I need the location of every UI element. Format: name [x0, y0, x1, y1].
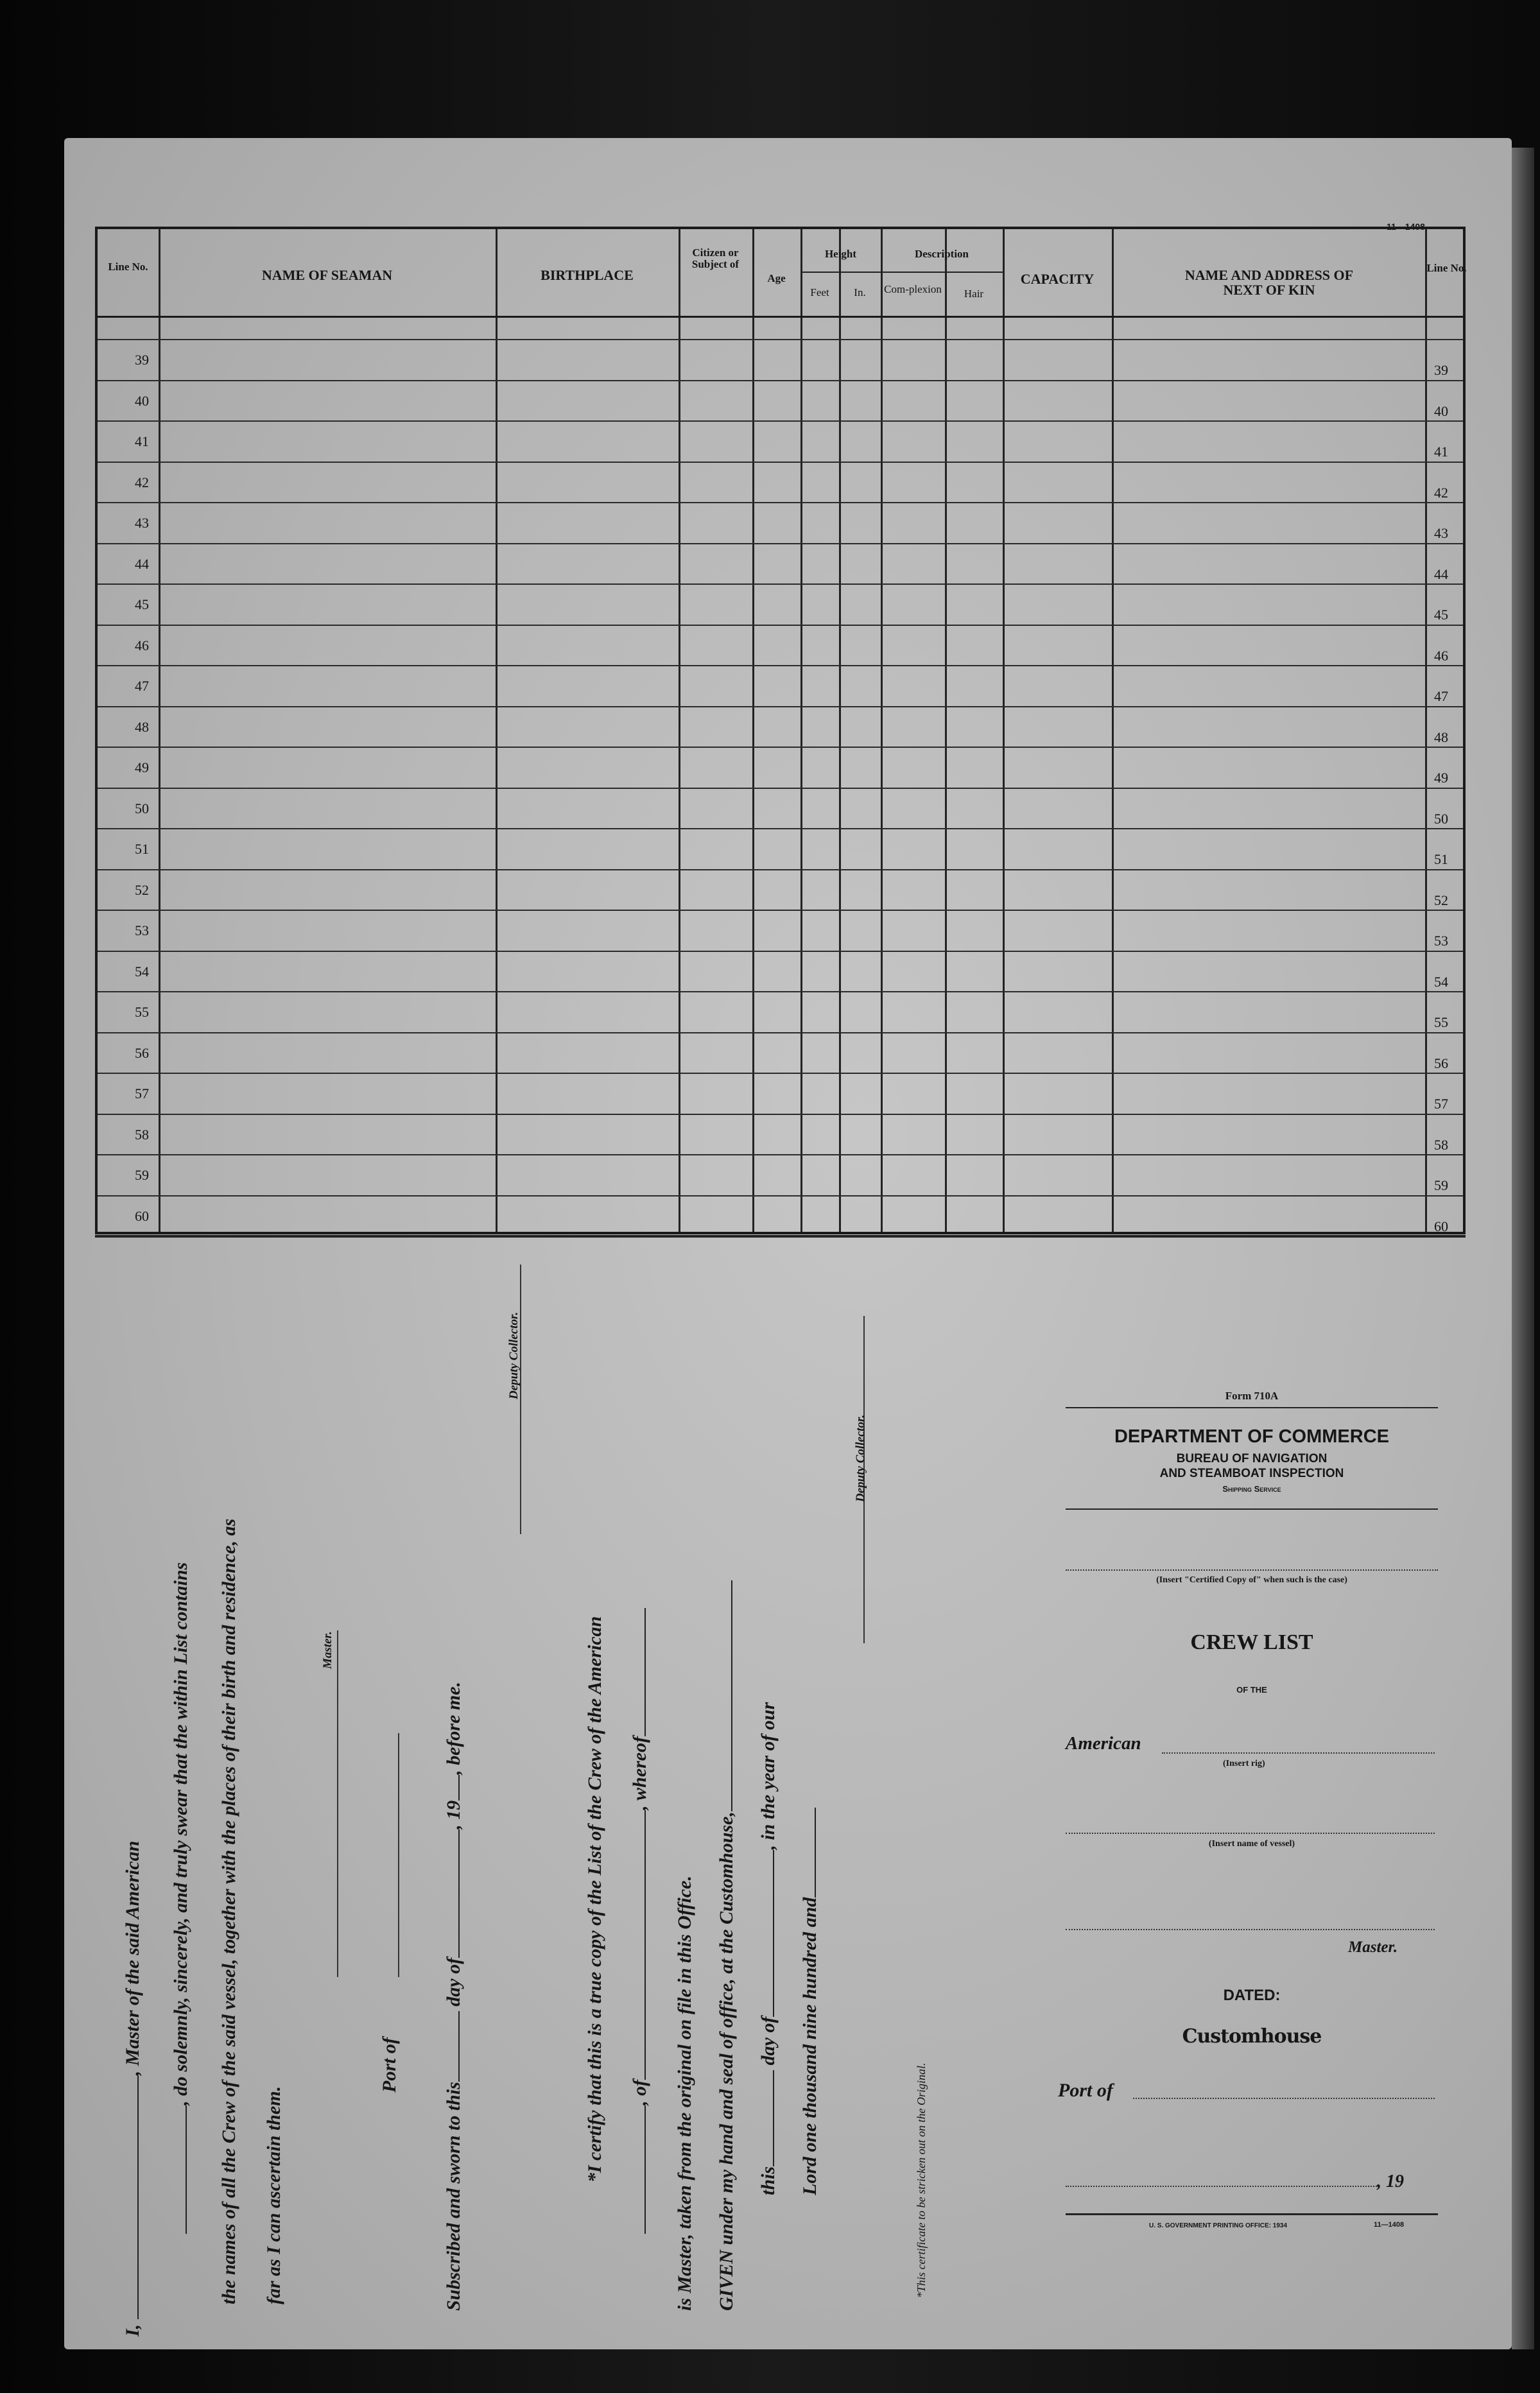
dated-label: DATED:: [1223, 1987, 1281, 2004]
line-number-right: 45: [1434, 607, 1448, 623]
row-rule: [98, 706, 1463, 707]
line-number-left: 49: [135, 759, 149, 775]
row-rule: [98, 1114, 1463, 1115]
year-19: , 19: [1377, 2172, 1404, 2191]
row-rule: [98, 747, 1463, 748]
line-number-right: 58: [1434, 1136, 1448, 1153]
header-line-no-left: Line No.: [108, 261, 148, 273]
line-number-left: 56: [135, 1044, 149, 1061]
insert-certified-note: (Insert "Certified Copy of" when such is the case): [1156, 1575, 1347, 1585]
crew-table-frame: [95, 227, 1466, 1234]
header-capacity: CAPACITY: [1020, 271, 1094, 287]
line-number-left: 59: [135, 1167, 149, 1183]
given-line: GIVEN under my hand and seal of office, at the Customhouse,: [716, 1580, 738, 2311]
certificate-footnote: *This certificate to be stricken out on the Original.: [915, 2062, 928, 2298]
vessel-name-blank-panel: [1066, 1833, 1435, 1834]
master-name-blank: [137, 2075, 139, 2319]
line-number-left: 58: [135, 1126, 149, 1143]
header-height: Height: [824, 248, 857, 260]
oath-line-3: the names of all the Crew of the said vessel, together with the places of their birth and residence, as: [218, 1518, 239, 2304]
row-rule: [98, 543, 1463, 544]
header-hair: Hair: [964, 288, 984, 300]
header-inches: In.: [854, 286, 866, 298]
deputy-collector-1: Deputy Collector.: [507, 1311, 521, 1399]
given-this-line: this day of, in the year of our: [757, 1702, 779, 2195]
header-citizen: Citizen or Subject of: [691, 246, 740, 270]
subscribed-line: Subscribed and sworn to this day of, 19, before me.: [443, 1681, 464, 2311]
line-number-right: 40: [1434, 402, 1448, 419]
header-description: Description: [914, 248, 969, 260]
certify-line-1: *I certify that this is a true copy of the List of the Crew of the American: [584, 1616, 605, 2182]
form-number: Form 710A: [1225, 1390, 1279, 1402]
rig-blank: [1162, 1752, 1435, 1754]
row-rule: [98, 583, 1463, 585]
row-rule: [98, 339, 1463, 340]
line-number-right: 60: [1434, 1218, 1448, 1234]
bureau-line-2: AND STEAMBOAT INSPECTION: [1159, 1467, 1344, 1480]
line-number-right: 50: [1434, 810, 1448, 827]
line-number-right: 54: [1434, 973, 1448, 990]
header-feet: Feet: [810, 286, 829, 298]
line-number-right: 43: [1434, 525, 1448, 541]
insert-rig: (Insert rig): [1223, 1759, 1265, 1768]
line-number-left: 48: [135, 718, 149, 735]
of-the: OF THE: [1236, 1685, 1267, 1695]
certified-copy-blank: [1066, 1569, 1438, 1571]
shipping-service: Shipping Service: [1222, 1484, 1281, 1494]
height-subheader-rule: [800, 272, 881, 273]
line-number-left: 47: [135, 678, 149, 694]
line-number-left: 39: [135, 352, 149, 368]
row-rule: [98, 420, 1463, 422]
bureau-line-1: BUREAU OF NAVIGATION: [1176, 1452, 1328, 1465]
line-number-left: 52: [135, 881, 149, 898]
master-signature-line: [337, 1630, 338, 1977]
header-birthplace: BIRTHPLACE: [541, 267, 634, 283]
oath-line-1: [122, 1841, 144, 2337]
port-of-panel: Port of: [1058, 2080, 1113, 2101]
line-number-right: 41: [1434, 444, 1448, 460]
line-number-right: 48: [1434, 729, 1448, 745]
line-number-left: 42: [135, 474, 149, 490]
row-rule: [98, 665, 1463, 666]
header-name-of-seaman: NAME OF SEAMAN: [261, 267, 393, 283]
row-rule: [98, 788, 1463, 789]
line-number-right: 55: [1434, 1014, 1448, 1030]
oath-line-2: , do solemnly, sincerely, and truly swear that the within List contains: [170, 1562, 192, 2234]
table-double-rule: [95, 1235, 1466, 1238]
header-line-no-right: Line No.: [1426, 262, 1467, 274]
header-next-of-kin: NAME AND ADDRESS OF NEXT OF KIN: [1184, 267, 1354, 298]
line-number-left: 55: [135, 1004, 149, 1020]
line-number-right: 52: [1434, 892, 1448, 908]
panel-bottom-rule: [1066, 2213, 1438, 2215]
line-number-left: 54: [135, 963, 149, 980]
line-number-left: 45: [135, 596, 149, 612]
date-blank-panel: [1066, 2186, 1377, 2187]
header-complexion: Com-plexion: [884, 283, 942, 295]
description-subheader-rule: [881, 272, 1003, 273]
line-number-right: 49: [1434, 770, 1448, 786]
lord-line: Lord one thousand nine hundred and: [799, 1808, 821, 2195]
line-number-left: 60: [135, 1207, 149, 1224]
deputy-signature-line-1: [520, 1265, 521, 1534]
row-rule: [98, 380, 1463, 381]
row-rule: [98, 991, 1463, 992]
vessel-name-blank: [186, 2105, 187, 2234]
master-label-panel: Master.: [1348, 1939, 1398, 1956]
deputy-collector-2: Deputy Collector.: [854, 1414, 867, 1502]
line-number-right: 53: [1434, 933, 1448, 949]
line-number-left: 57: [135, 1085, 149, 1101]
row-rule: [98, 869, 1463, 870]
master-blank-panel: [1066, 1929, 1435, 1930]
american-label: American: [1066, 1733, 1141, 1754]
line-number-right: 59: [1434, 1177, 1448, 1193]
line-number-left: 51: [135, 841, 149, 857]
line-number-left: 50: [135, 800, 149, 816]
row-rule: [98, 910, 1463, 911]
row-rule: [98, 1154, 1463, 1155]
port-blank-panel: [1133, 2098, 1435, 2099]
page-edge-shadow: [1512, 148, 1534, 2349]
customhouse-label: Customhouse: [1182, 2025, 1322, 2048]
panel-rule-2: [1066, 1508, 1438, 1510]
header-age: Age: [767, 272, 786, 284]
line-number-right: 39: [1434, 362, 1448, 378]
line-number-left: 53: [135, 922, 149, 938]
line-number-right: 47: [1434, 688, 1448, 704]
oath-section: [109, 1258, 976, 2337]
crew-table: [95, 227, 1466, 1234]
form-code-bottom: 11—1408: [1374, 2221, 1405, 2229]
line-number-right: 56: [1434, 1055, 1448, 1071]
row-rule: [98, 625, 1463, 626]
oath-i: I,: [122, 2324, 143, 2337]
line-number-left: 44: [135, 555, 149, 572]
certify-line-3: is Master, taken from the original on file in this Office.: [674, 1876, 695, 2311]
header-bottom-rule: [98, 316, 1463, 318]
insert-vessel: (Insert name of vessel): [1208, 1839, 1295, 1849]
crew-list-title: CREW LIST: [1190, 1630, 1313, 1654]
panel-top-rule: [1066, 1407, 1438, 1408]
row-rule: [98, 462, 1463, 463]
row-rule: [98, 951, 1463, 952]
line-number-left: 43: [135, 515, 149, 531]
row-rule: [98, 1032, 1463, 1033]
port-blank: [398, 1733, 399, 1977]
row-rule: [98, 502, 1463, 503]
printing-office: U. S. GOVERNMENT PRINTING OFFICE: 1934: [1149, 2222, 1288, 2229]
line-number-left: 41: [135, 433, 149, 449]
line-number-left: 46: [135, 637, 149, 653]
line-number-left: 40: [135, 392, 149, 409]
port-of-label: Port of: [379, 2037, 400, 2093]
oath-line-1-text: , Master of the said American: [122, 1840, 143, 2076]
oath-line-4: far as I can ascertain them.: [263, 2086, 284, 2304]
master-label: Master.: [321, 1631, 334, 1669]
row-rule: [98, 1073, 1463, 1074]
line-number-right: 51: [1434, 851, 1448, 867]
line-number-right: 42: [1434, 484, 1448, 501]
line-number-right: 57: [1434, 1096, 1448, 1112]
form-code-top: 11—1408: [1387, 221, 1425, 232]
row-rule: [98, 1195, 1463, 1196]
certify-line-2: , of, whereof: [629, 1608, 651, 2234]
line-number-right: 44: [1434, 566, 1448, 582]
department-title: DEPARTMENT OF COMMERCE: [1114, 1426, 1389, 1447]
line-number-right: 46: [1434, 647, 1448, 664]
row-rule: [98, 828, 1463, 829]
